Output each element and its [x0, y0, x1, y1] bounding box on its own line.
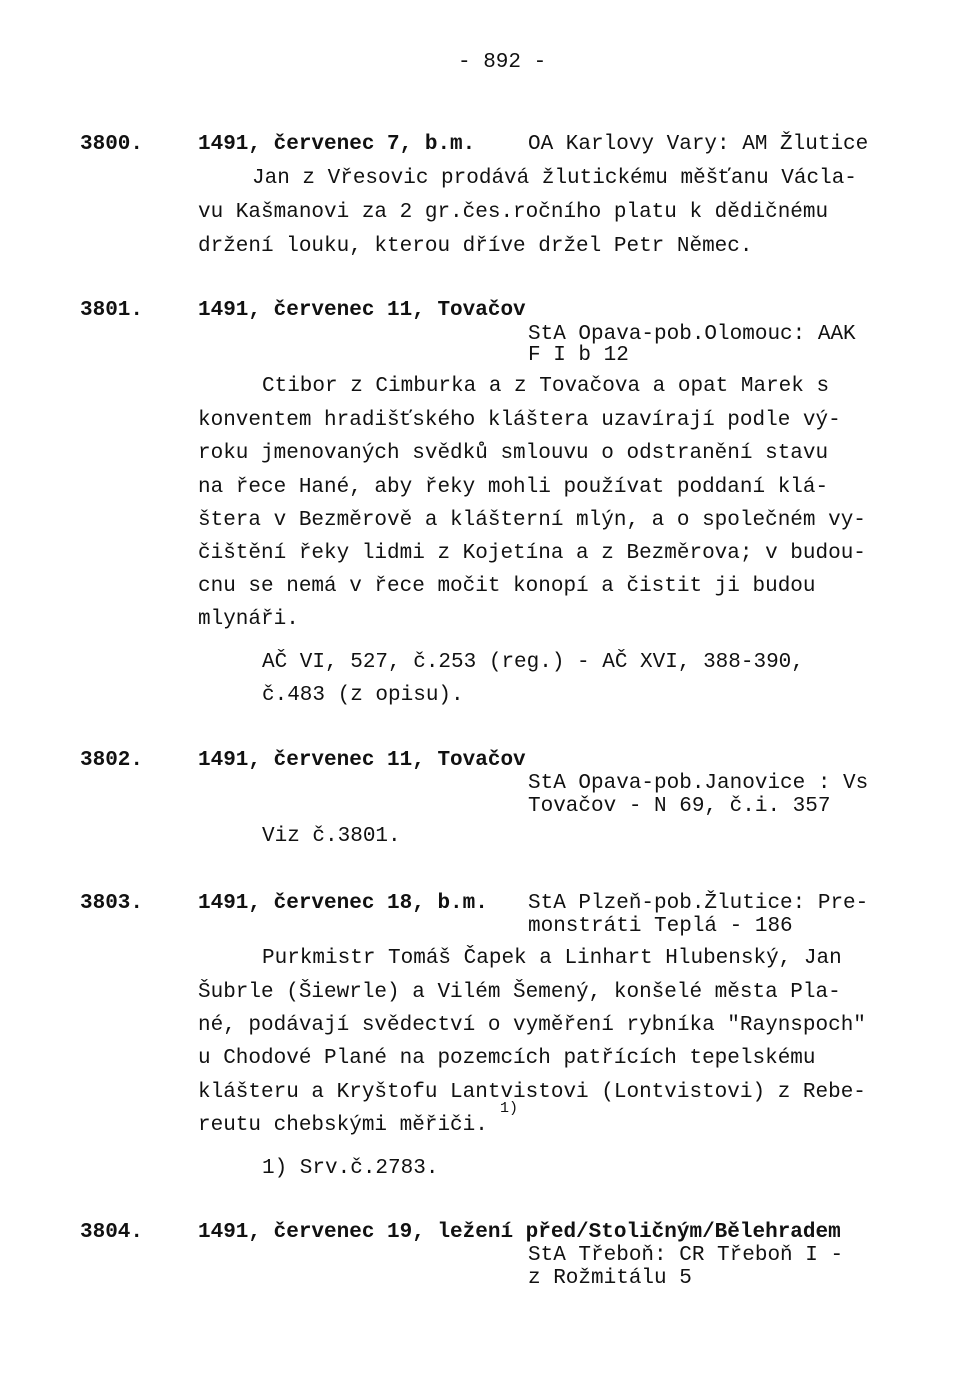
entry-number-3803: 3803. [80, 892, 144, 915]
entry-text-line: vu Kašmanovi za 2 gr.čes.ročního platu k dědičnému [198, 201, 829, 224]
entry-header-3800: 1491, červenec 7, b.m. [198, 133, 476, 156]
entry-archive-line: StA Plzeň-pob.Žlutice: Pre- [528, 892, 869, 915]
entry-text-line: cnu se nemá v řece močit konopí a čistit ji budou [198, 575, 816, 598]
entry-text-line: štera v Bezměrově a klášterní mlýn, a o společném vy- [198, 509, 866, 532]
page-number: - 892 - [458, 51, 547, 74]
entry-text-line: Viz č.3801. [262, 825, 401, 848]
entry-text-line: u Chodové Plané na pozemcích patřících tepelskému [198, 1047, 816, 1070]
entry-header-3802: 1491, červenec 11, Tovačov [198, 749, 526, 772]
entry-number-3801: 3801. [80, 299, 144, 322]
entry-archive-line: monstráti Teplá - 186 [528, 915, 793, 938]
entry-text-line: Ctibor z Cimburka a z Tovačova a opat Marek s [262, 375, 830, 398]
entry-archive-line: StA Opava-pob.Janovice : Vs [528, 772, 869, 795]
entry-archive-line: StA Opava-pob.Olomouc: AAK [528, 323, 856, 346]
entry-text-line: Šubrle (Šiewrle) a Vilém Šemený, konšelé města Pla- [198, 981, 841, 1004]
entry-header-3803: 1491, červenec 18, b.m. [198, 892, 488, 915]
entry-text-line: konventem hradišťského kláštera uzavírají podle vý- [198, 409, 841, 432]
entry-text-line: klášteru a Kryštofu Lantvistovi (Lontvistovi) z Rebe- [198, 1081, 866, 1104]
entry-archive-line: Tovačov - N 69, č.i. 357 [528, 795, 831, 818]
footnote-marker: 1) [500, 1100, 519, 1117]
entry-reference-line: č.483 (z opisu). [262, 684, 464, 707]
entry-text-line: roku jmenovaných svědků smlouvu o odstranění stavu [198, 442, 829, 465]
entry-header-3804: 1491, červenec 19, ležení před/Stoličným/Bělehradem [198, 1221, 841, 1244]
entry-archive-line: StA Třeboň: CR Třeboň I - [528, 1244, 844, 1267]
entry-text-line: na řece Hané, aby řeky mohli používat poddaní klá- [198, 476, 829, 499]
entry-text-line: Jan z Vřesovic prodává žlutickému měšťanu Václa- [252, 167, 857, 190]
entry-number-3800: 3800. [80, 133, 144, 156]
entry-number-3804: 3804. [80, 1221, 144, 1244]
entry-text-line: čištění řeky lidmi z Kojetína a z Bezměrova; v budou- [198, 542, 866, 565]
entry-archive-3800: OA Karlovy Vary: AM Žlutice [528, 133, 869, 156]
entry-header-3801: 1491, červenec 11, Tovačov [198, 299, 526, 322]
entry-reference-line: AČ VI, 527, č.253 (reg.) - AČ XVI, 388-390, [262, 651, 804, 674]
entry-archive-line: z Rožmitálu 5 [528, 1267, 692, 1290]
entry-text-line: né, podávají svědectví o vyměření rybníka "Raynspoch" [198, 1014, 866, 1037]
entry-text-line: držení louku, kterou dříve držel Petr Němec. [198, 235, 753, 258]
footnote-text: 1) Srv.č.2783. [262, 1157, 439, 1180]
entry-text-line: mlynáři. [198, 608, 299, 631]
entry-number-3802: 3802. [80, 749, 144, 772]
entry-text-line: Purkmistr Tomáš Čapek a Linhart Hlubenský, Jan [262, 947, 842, 970]
entry-archive-line: F I b 12 [528, 344, 629, 367]
entry-text-line: reutu chebskými měřiči. [198, 1114, 488, 1137]
